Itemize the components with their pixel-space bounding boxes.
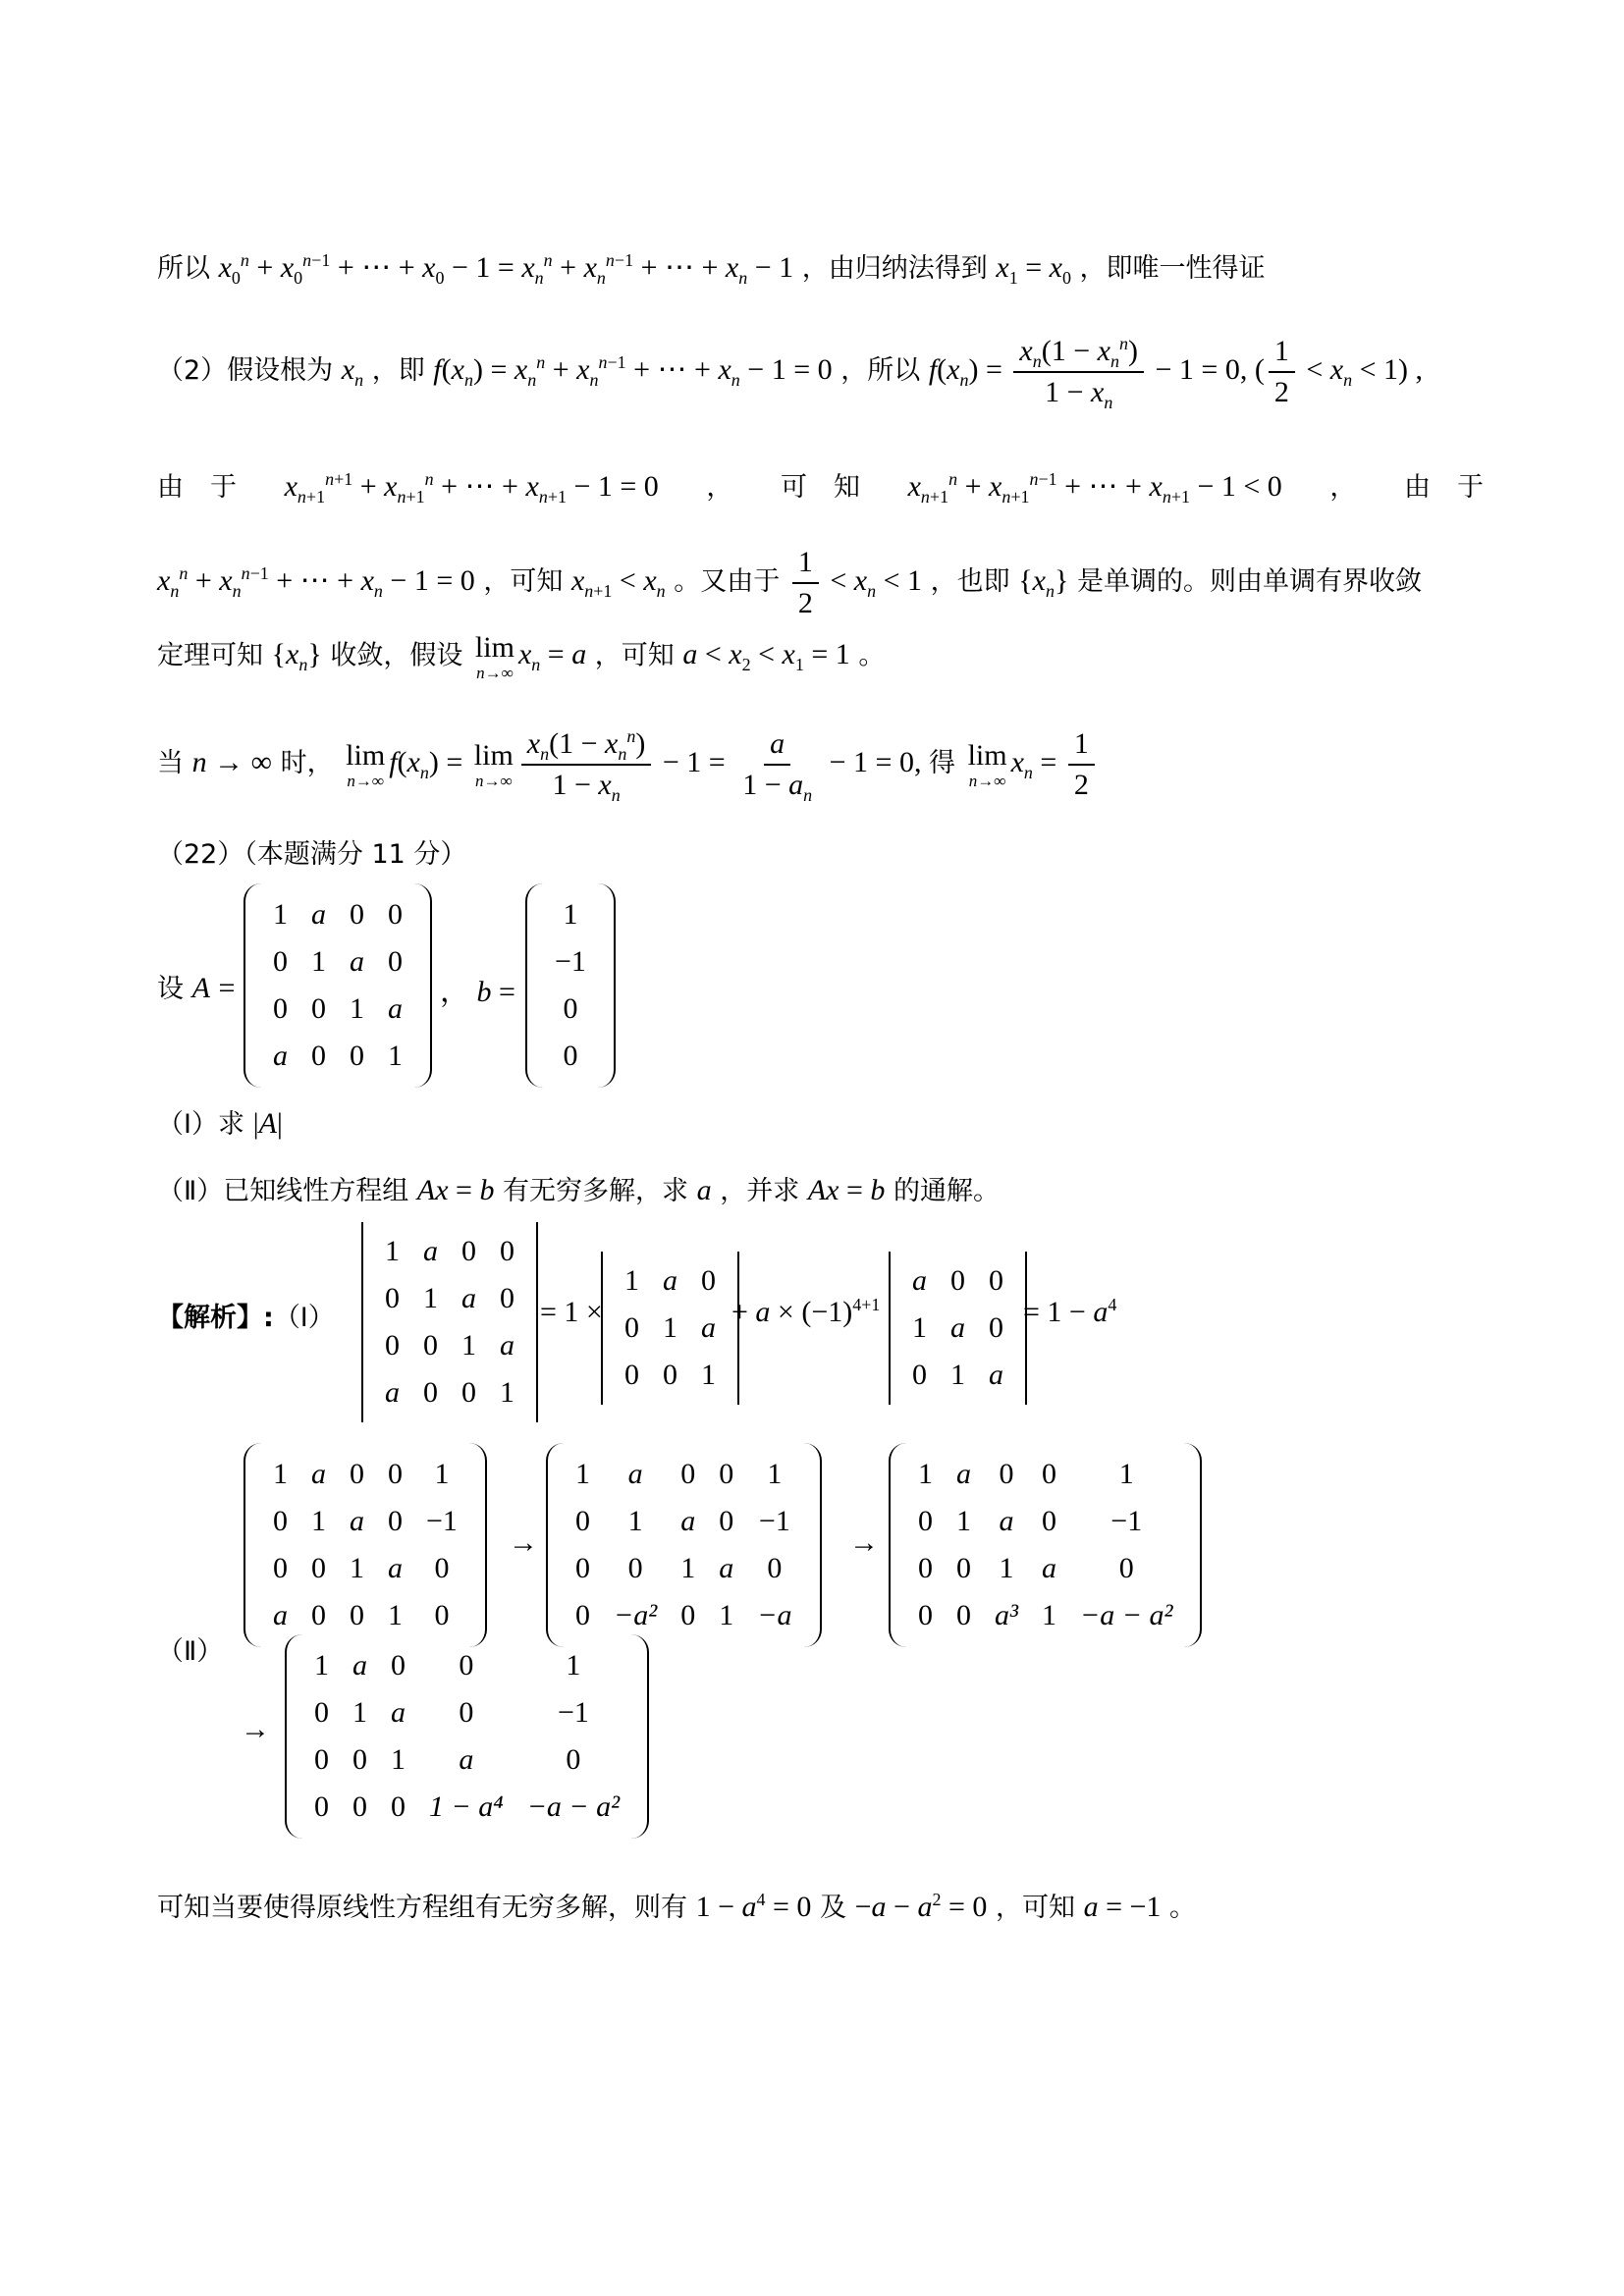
eq-f-xn-closed: $f(x_n)$ = $\frac{x_n(1 - x_n^n)}{1 - x_n}$ − 1 = 0, ( $\frac{1}{2}$ < $x_n < 1$) ,: [928, 334, 1423, 412]
eq-f-xn: $f(x_n) = x_n^n + x_n^{n-1}$ + ⋯ + $x_n - 1 = 0$: [433, 351, 833, 390]
determinant-minor-1: 1 a 0 0 1 a 0 0 1: [601, 1252, 739, 1405]
matrix-A: 1 a 0 0 0 1 a 0 0 0 1 a a 0 0 1: [244, 883, 432, 1088]
line-monotone: $x_n^n + x_n^{n-1}$ + ⋯ + $x_n - 1 = 0$ ，可知 $x_{n+1} < x_n$ 。又由于 $\frac{1}{2}$ < $x_n < 1$ ，也即 $\{x_n\}$ 是单调的。则由单调有界收敛: [157, 546, 1422, 619]
part-1-question: （Ⅰ）求 |A|: [157, 1107, 283, 1140]
line-uniqueness: 所以 $x_0^n + x_0^{n-1}$ + ⋯ + $x_0 - 1 = x_n^n + x_n^{n-1}$ + ⋯ + $x_n - 1$ ，由归纳法得到 $x_1 = x_0$ ，即唯一性得证: [157, 250, 1266, 288]
line-limit: 当 n → ∞ 时， lim n→∞ $f(x_n)$ = lim n→∞ $\frac{x_n(1 - x_n^n)}{1 - x_n}$ − 1 = $\frac{a}{1 - a_n}$ − 1 = 0, 得 lim n→∞ $x_n$ = $\frac{1}{2}$: [157, 726, 1099, 803]
final-conclusion: 可知当要使得原线性方程组有无穷多解，则有 $1 - a^4 = 0$ 及 $-a - a^2 = 0$ ，可知 a = −1 。: [157, 1890, 1197, 1923]
document-page: 所以 $x_0^n + x_0^{n-1}$ + ⋯ + $x_0 - 1 = x_n^n + x_n^{n-1}$ + ⋯ + $x_n - 1$ ，由归纳法得到 $x_1 = x_0$ ，即唯一性得证 （2）假设根为 $x_n$ ，即 $f(x_n) = x_n^n + x_n^{n-1}$ + ⋯ + $x_n - 1 = 0$ ，所以 $f(x_n)$ = $\frac{x_n(1 - x_n^n)}{1 - x_n}$ − 1 = 0, ( $\frac{1}{2}$ < $x_n < 1$) , 由 于 $x_{n+1}^{n+1} + x_{n+1}^n$ + ⋯ + $x_{n+1} - 1 = 0$ ， 可 知 $x_{n+1}^n + x_{n+1}^{n-1}$ + ⋯ + $x_{n+1} - 1 < 0$ ， 由 于 $x_n^n + x_n^{n-1}$ + ⋯ + $x_n - 1 = 0$ ，可知 $x_{n+1} < x_n$ 。又由于 $\frac{1}{2}$ < $x_n < 1$ ，也即 $\{x_n\}$ 是单调的。则由单调有界收敛 定理可知 $\{x_n\}$ 收敛，假设 lim n→∞ $x_n = a$ ，可知 $a < x_2 < x_1 = 1$ 。 当 n → ∞ 时， lim n→∞ $f(x_n)$ = lim n→∞ $\frac{x_n(1 - x_n^n)}{1 - x_n}$ − 1 = $\frac{a}{1 - a_n}$ − 1 = 0, 得 lim n→∞ $x_n$ = $\frac{1}{2}$ （22）（本题满分 11 分） 设 A = 1 a 0 0 0 1 a 0 0 0 1 a a 0 0 1 ， b = 1 −1 0 0 （Ⅰ）求 |A| （Ⅱ）已知线性方程组 Ax = b 有无穷多解，求 a ，并求 Ax = b 的通解。 【解析】:（Ⅰ） 1 a 0 0 0 1 a 0 0 0 1 a a 0 0 1 = 1 × 1 a 0 0 1 a 0 0 1 + $a \times (-1)^{4+1}$ a 0 0 1 a 0 0 1 a = $1 - a^4$ （Ⅱ） 1 a 0 0 1 0 1 a 0 −1 0 0 1 a 0 a 0 0 1 0 → 1 a 0 0 1 0 1 a 0 −1 0 0 1 a 0 0 −a² 0 1 −a → 1 a 0 0 1 0 1 a 0 −1 0 0 1 a 0 0 0 a³ 1 −a − a² → 1 a 0 0 1 0 1 a 0 −1 0 0 1 a 0 0 0 0 1 − a⁴ −a − a² 可知当要使得原线性方程组有无穷多解，则有 $1 - a^4 = 0$ 及 $-a - a^2 = 0$ ，可知 a = −1 。: [157, 250, 1484, 1923]
augmented-matrix-2: 1 a 0 0 1 0 1 a 0 −1 0 0 1 a 0 0 −a² 0 1 −a: [546, 1443, 822, 1647]
eq-uniqueness: $x_0^n + x_0^{n-1}$ + ⋯ + $x_0 - 1 = x_n^n + x_n^{n-1}$ + ⋯ + $x_n - 1$: [218, 250, 794, 288]
analysis-label: 【解析】:（Ⅰ）: [157, 1303, 335, 1333]
line-assume-root: （2）假设根为 $x_n$ ，即 $f(x_n) = x_n^n + x_n^{n-1}$ + ⋯ + $x_n - 1 = 0$ ，所以 $f(x_n)$ = $\frac{x_n(1 - x_n^n)}{1 - x_n}$ − 1 = 0, ( $\frac{1}{2}$ < $x_n < 1$) ,: [157, 334, 1423, 412]
question-22-heading: （22）（本题满分 11 分）: [157, 839, 467, 870]
determinant-A: 1 a 0 0 0 1 a 0 0 0 1 a a 0 0 1: [361, 1222, 538, 1422]
line-converge: 定理可知 $\{x_n\}$ 收敛，假设 lim n→∞ $x_n = a$ ，可知 $a < x_2 < x_1 = 1$ 。: [157, 631, 886, 682]
arrow-2: →: [849, 1526, 879, 1559]
arrow-1: →: [509, 1526, 538, 1559]
part-2-question: （Ⅱ）已知线性方程组 Ax = b 有无穷多解，求 a ，并求 Ax = b 的通解。: [157, 1174, 1000, 1206]
augmented-matrix-3: 1 a 0 0 1 0 1 a 0 −1 0 0 1 a 0 0 0 a³ 1 −a − a²: [889, 1443, 1202, 1647]
line-since: 由 于 $x_{n+1}^{n+1} + x_{n+1}^n$ + ⋯ + $x_{n+1} - 1 = 0$ ， 可 知 $x_{n+1}^n + x_{n+1}^{n-1}$ + ⋯ + $x_{n+1} - 1 < 0$ ， 由 于: [157, 469, 1484, 507]
set-label: 设 A =: [157, 972, 236, 1004]
augmented-matrix-1: 1 a 0 0 1 0 1 a 0 −1 0 0 1 a 0 a 0 0 1 0: [244, 1443, 487, 1647]
eq-limit: lim n→∞ $f(x_n)$ = lim n→∞ $\frac{x_n(1 - x_n^n)}{1 - x_n}$ − 1 = $\frac{a}{1 - a_n}$ − 1 = 0,: [346, 726, 929, 805]
augmented-matrix-4: 1 a 0 0 1 0 1 a 0 −1 0 0 1 a 0 0 0 0 1 − a⁴ −a − a²: [285, 1634, 649, 1839]
vector-b: 1 −1 0 0: [525, 883, 616, 1088]
b-label: ， b =: [440, 976, 515, 1008]
arrow-3: →: [241, 1713, 270, 1745]
determinant-minor-2: a 0 0 1 a 0 0 1 a: [889, 1252, 1027, 1405]
part-2-label: （Ⅱ）: [157, 1636, 224, 1667]
